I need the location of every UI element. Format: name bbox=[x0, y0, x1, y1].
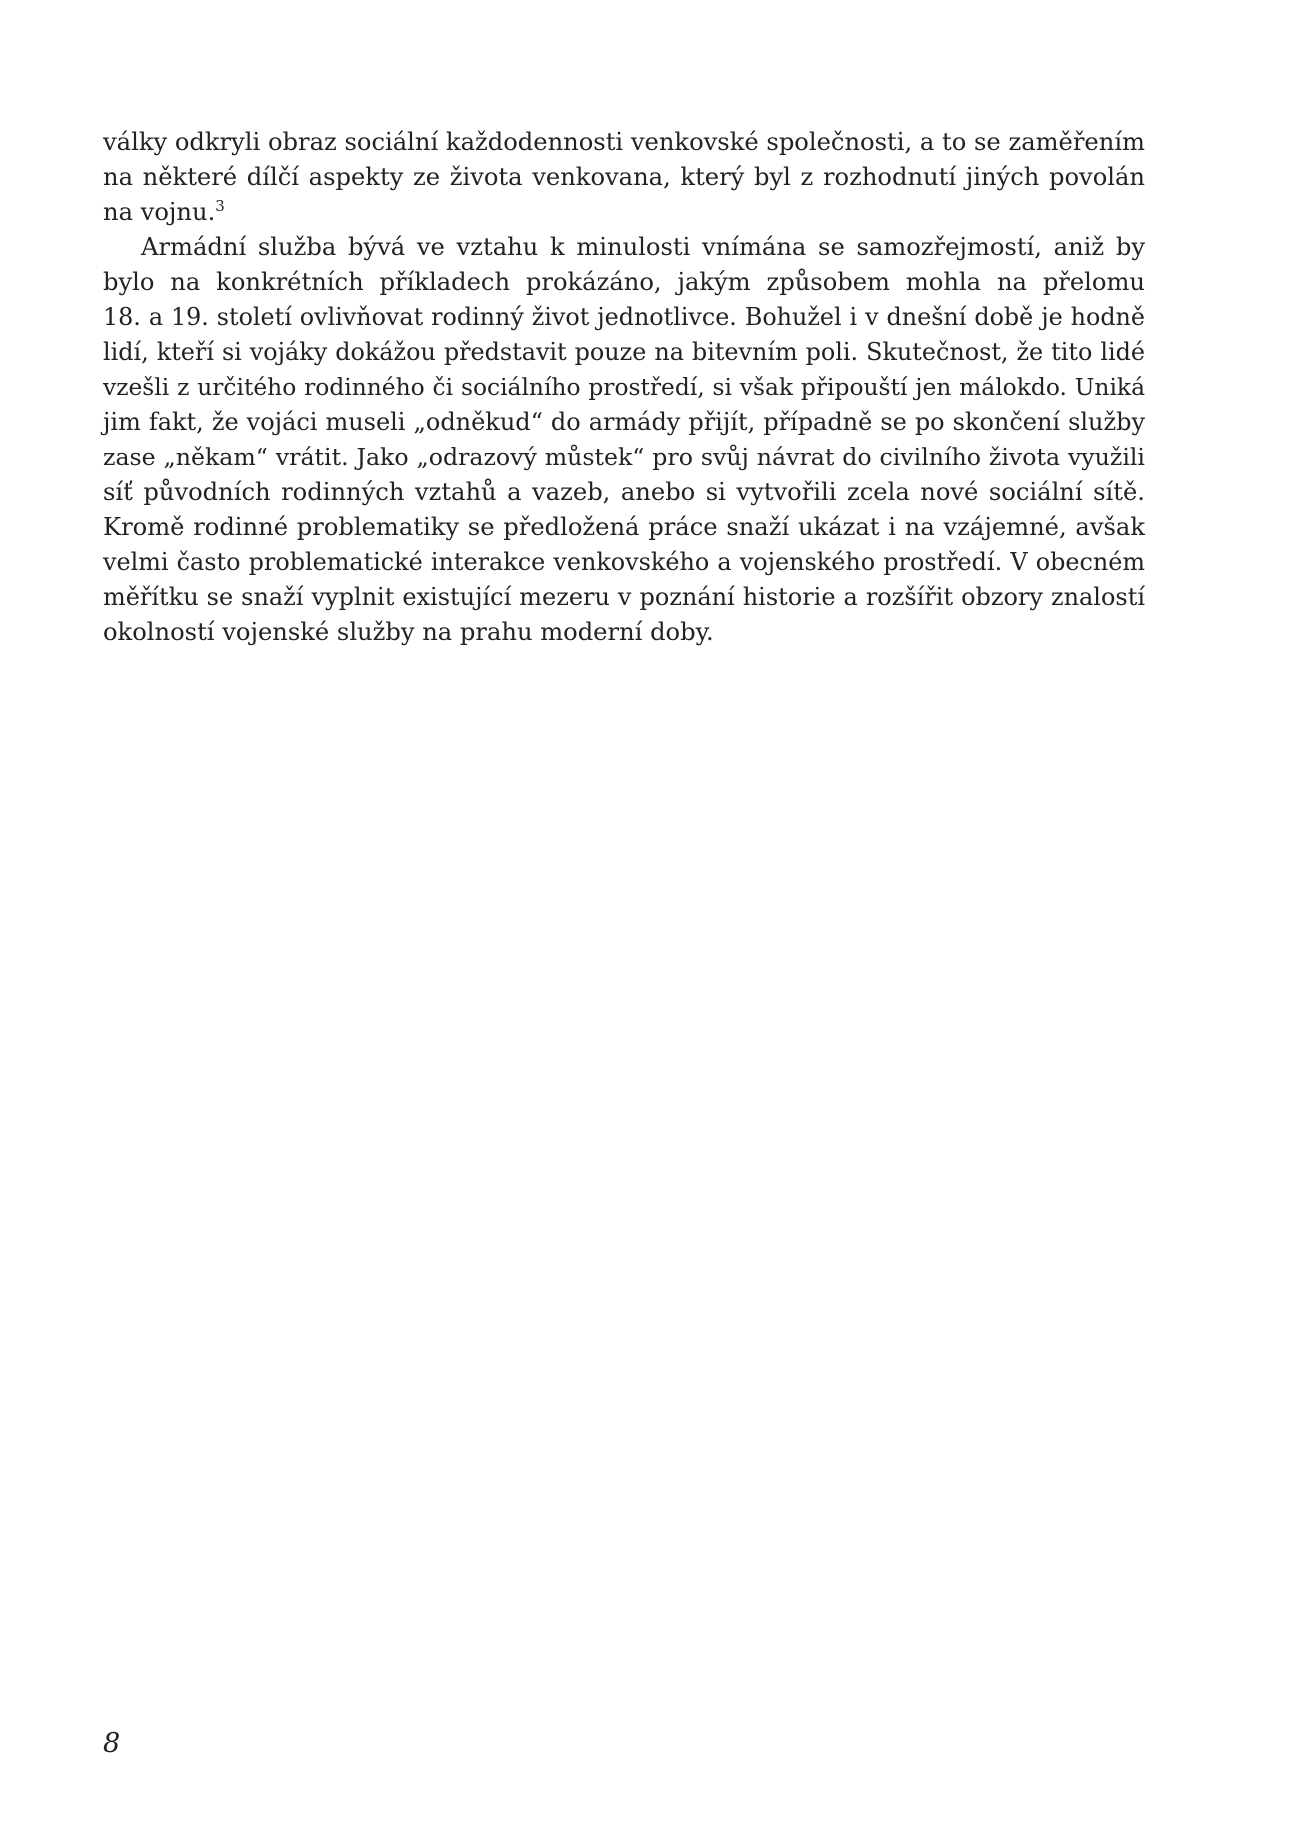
text-line: lidí, kteří si vojáky dokážou představit pouze na bitevním poli. Skutečnost, že tito lidé bbox=[103, 338, 1145, 366]
text-line: zase „někam“ vrátit. Jako „odrazový můstek“ pro svůj návrat do civilního života využili bbox=[103, 443, 1145, 471]
text-line: velmi často problematické interakce venkovského a vojenského prostředí. V obecném bbox=[103, 548, 1145, 576]
text-line: na některé dílčí aspekty ze života venkovana, který byl z rozhodnutí jiných povolán bbox=[103, 163, 1145, 191]
text-line: bylo na konkrétních příkladech prokázáno, jakým způsobem mohla na přelomu bbox=[103, 268, 1145, 296]
page-number: 8 bbox=[103, 1728, 121, 1759]
text-line: jim fakt, že vojáci museli „odněkud“ do armády přijít, případně se po skončení služby bbox=[103, 408, 1145, 436]
text-line-last bbox=[103, 195, 1145, 230]
body-text bbox=[103, 125, 1145, 650]
text-line: 18. a 19. století ovlivňovat rodinný život jednotlivce. Bohužel i v dnešní době je hodně bbox=[103, 303, 1145, 331]
footnote-reference[interactable]: 3 bbox=[215, 196, 225, 215]
text-line: síť původních rodinných vztahů a vazeb, anebo si vytvořili zcela nové sociální sítě. bbox=[103, 478, 1145, 506]
text-line-content: na vojnu. bbox=[103, 198, 216, 226]
paragraph-2 bbox=[103, 230, 1145, 650]
text-line: vzešli z určitého rodinného či sociálního prostředí, si však připouští jen málokdo. Uniká bbox=[103, 373, 1145, 401]
text-line: Kromě rodinné problematiky se předložená práce snaží ukázat i na vzájemné, avšak bbox=[103, 513, 1145, 541]
text-line: války odkryli obraz sociální každodennosti venkovské společnosti, a to se zaměřením bbox=[103, 128, 1145, 156]
paragraph-1 bbox=[103, 125, 1145, 230]
text-line: měřítku se snaží vyplnit existující mezeru v poznání historie a rozšířit obzory znalostí bbox=[103, 583, 1145, 611]
text-line-indented: Armádní služba bývá ve vztahu k minulosti vnímána se samozřejmostí, aniž by bbox=[141, 233, 1145, 261]
text-line-last: okolností vojenské služby na prahu moderní doby. bbox=[103, 618, 714, 646]
